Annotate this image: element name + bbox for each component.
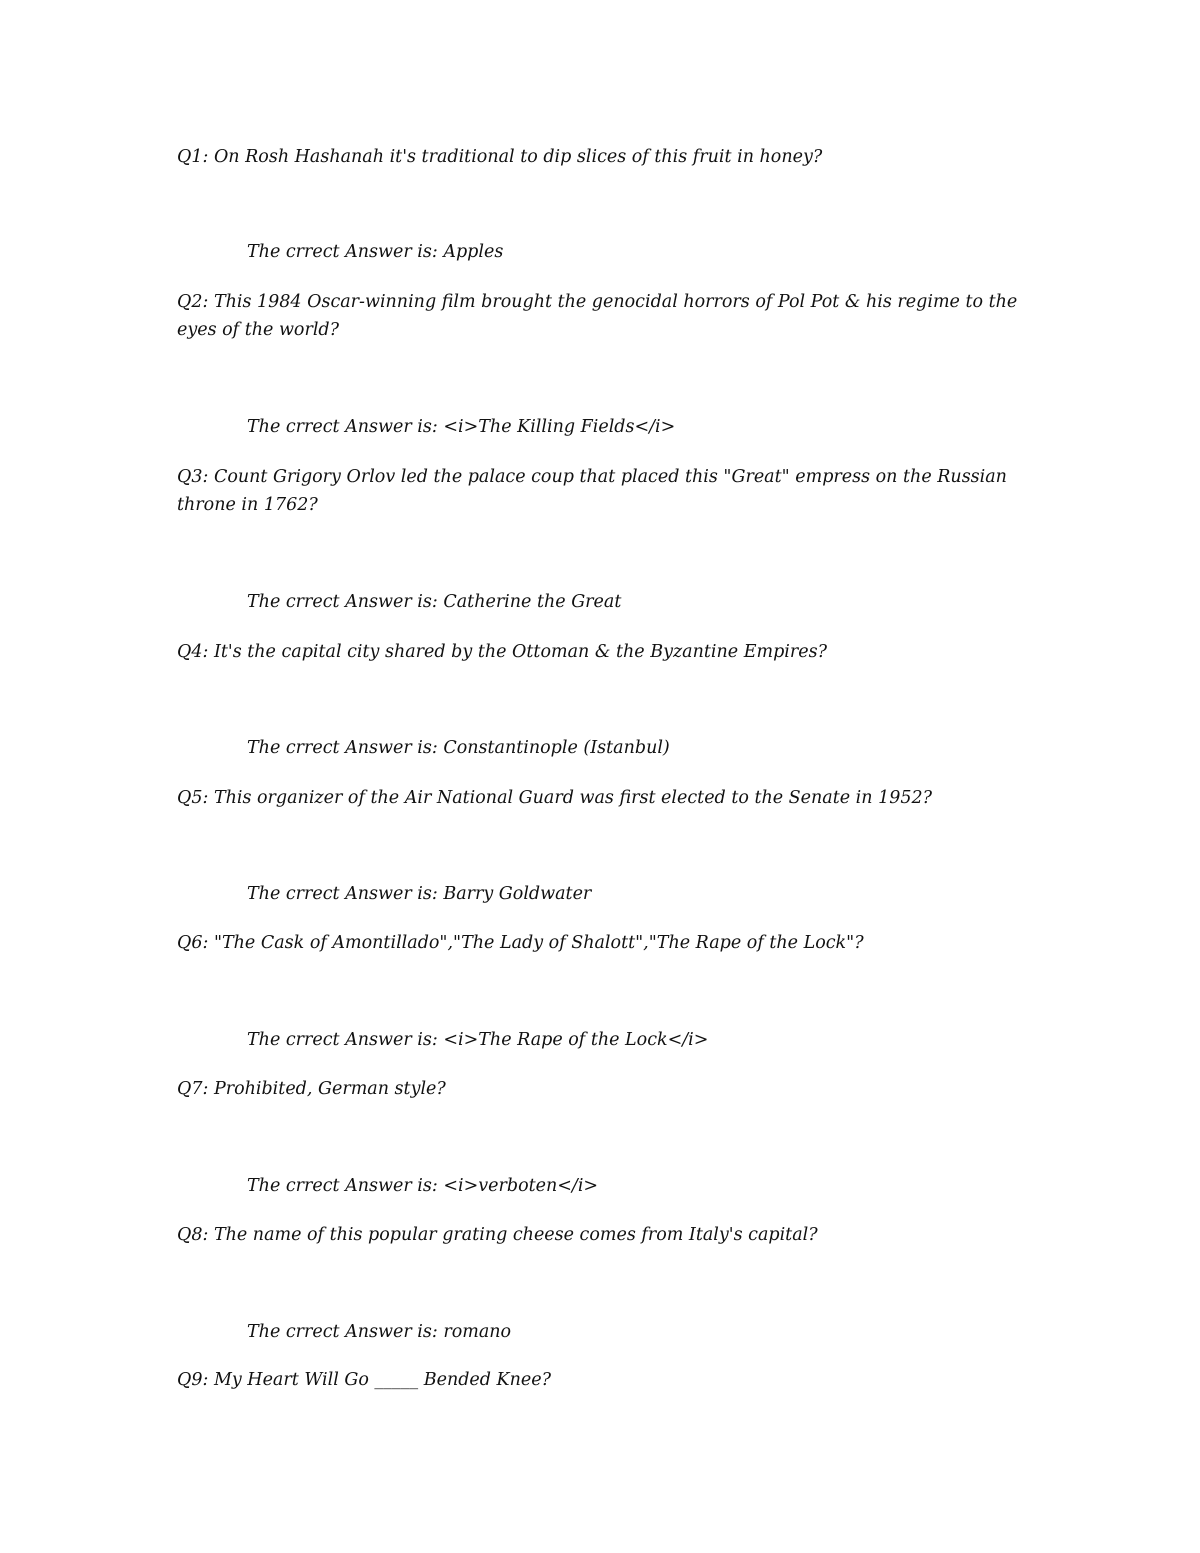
answer-2: The crrect Answer is: <i>The Killing Fields</i> (247, 417, 676, 437)
answer-5: The crrect Answer is: Barry Goldwater (247, 884, 592, 904)
answer-1: The crrect Answer is: Apples (247, 242, 504, 262)
question-8: Q8: The name of this popular grating cheese comes from Italy's capital? (177, 1225, 818, 1245)
answer-8: The crrect Answer is: romano (247, 1322, 512, 1342)
answer-3: The crrect Answer is: Catherine the Great (247, 592, 622, 612)
question-1: Q1: On Rosh Hashanah it's traditional to dip slices of this fruit in honey? (177, 147, 823, 167)
question-4: Q4: It's the capital city shared by the Ottoman & the Byzantine Empires? (177, 642, 827, 662)
question-6: Q6: "The Cask of Amontillado","The Lady of Shalott","The Rape of the Lock"? (177, 933, 864, 953)
answer-4: The crrect Answer is: Constantinople (Istanbul) (247, 738, 670, 758)
question-7: Q7: Prohibited, German style? (177, 1079, 446, 1099)
answer-6: The crrect Answer is: <i>The Rape of the Lock</i> (247, 1030, 709, 1050)
question-9: Q9: My Heart Will Go _____ Bended Knee? (177, 1370, 551, 1390)
answer-7: The crrect Answer is: <i>verboten</i> (247, 1176, 599, 1196)
question-5: Q5: This organizer of the Air National Guard was first elected to the Senate in 1952? (177, 788, 933, 808)
question-3: Q3: Count Grigory Orlov led the palace coup that placed this "Great" empress on the Russian throne in 1762? (177, 467, 1007, 515)
question-2: Q2: This 1984 Oscar-winning film brought the genocidal horrors of Pol Pot & his regime to the eyes of the world? (177, 292, 1018, 340)
